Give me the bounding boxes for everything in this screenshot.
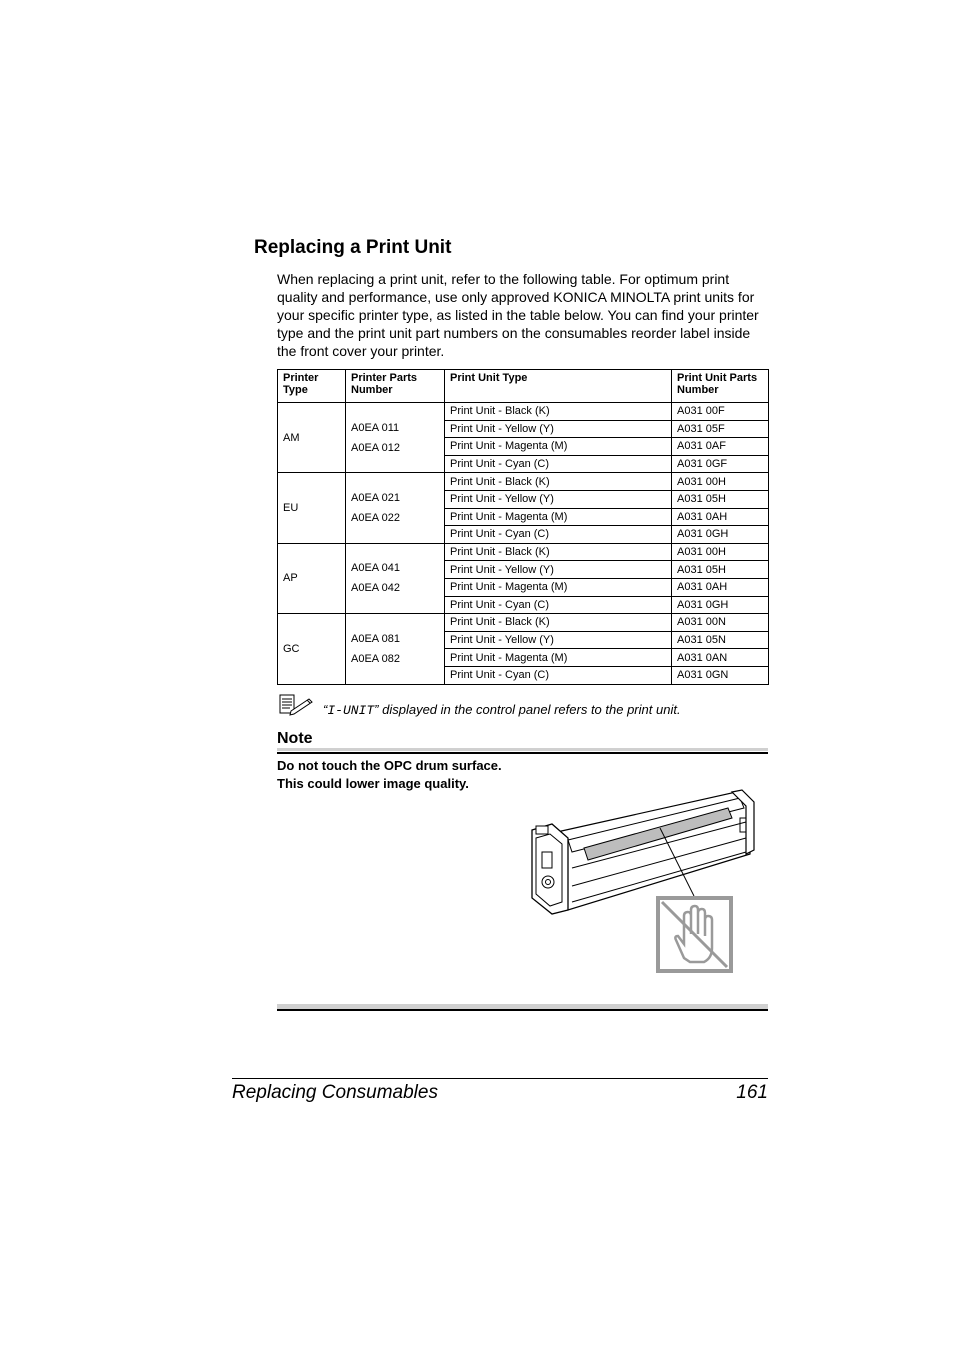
table-row [278, 473, 769, 491]
note-rule-gray [277, 748, 768, 751]
printer-part-number: A0EA 011 [351, 421, 400, 434]
print-unit-type-cell: Print Unit - Cyan (C) [445, 666, 672, 684]
hint-code: I-UNIT [327, 703, 375, 718]
print-unit-part-cell: A031 00N [672, 614, 769, 632]
print-unit-type-cell: Print Unit - Magenta (M) [445, 508, 672, 526]
table-row [278, 403, 769, 421]
printer-part-number: A0EA 082 [351, 652, 400, 665]
footer-section-title: Replacing Consumables [232, 1082, 438, 1103]
page-title: Replacing a Print Unit [254, 237, 452, 258]
print-unit-type-cell: Print Unit - Black (K) [445, 403, 672, 421]
table-row [278, 543, 769, 561]
hint-text [323, 702, 681, 718]
header-print-unit-type: Print Unit Type [445, 370, 672, 403]
hint-rest: ” displayed in the control panel refers to the print unit. [374, 702, 681, 717]
printer-type-cell: GC [278, 614, 346, 684]
print-unit-part-cell: A031 00H [672, 543, 769, 561]
print-unit-part-cell: A031 0GH [672, 596, 769, 614]
printer-part-number: A0EA 041 [351, 562, 400, 575]
print-unit-part-cell: A031 05N [672, 631, 769, 649]
print-unit-type-cell: Print Unit - Magenta (M) [445, 649, 672, 667]
table-header-row [278, 370, 769, 403]
printer-parts-cell [346, 473, 445, 543]
printer-part-number: A0EA 012 [351, 441, 400, 454]
header-print-unit-parts-number: Print Unit Parts Number [672, 370, 769, 403]
print-unit-part-cell: A031 00F [672, 403, 769, 421]
footer-rule [232, 1078, 768, 1079]
print-unit-type-cell: Print Unit - Black (K) [445, 473, 672, 491]
print-unit-part-cell: A031 0AH [672, 578, 769, 596]
print-unit-type-cell: Print Unit - Magenta (M) [445, 438, 672, 456]
header-printer-parts-number: Printer Parts Number [346, 370, 445, 403]
printer-parts-cell [346, 543, 445, 613]
printer-part-number: A0EA 022 [351, 512, 400, 525]
printer-parts-cell [346, 614, 445, 684]
print-unit-type-cell: Print Unit - Magenta (M) [445, 578, 672, 596]
print-unit-type-cell: Print Unit - Black (K) [445, 543, 672, 561]
print-unit-part-cell: A031 05F [672, 420, 769, 438]
print-unit-part-cell: A031 05H [672, 561, 769, 579]
print-unit-type-cell: Print Unit - Cyan (C) [445, 526, 672, 544]
intro-paragraph: When replacing a print unit, refer to the following table. For optimum print quality and performance, use only approved KONICA MINOLTA print units for your specific printer type, as listed in the table below. You can find your printer type and the print unit part numbers on the consumables reorder label inside the front cover your printer. [277, 271, 759, 359]
print-unit-part-cell: A031 0AN [672, 649, 769, 667]
print-unit-part-cell: A031 0GF [672, 455, 769, 473]
print-unit-type-cell: Print Unit - Yellow (Y) [445, 420, 672, 438]
print-unit-type-cell: Print Unit - Yellow (Y) [445, 490, 672, 508]
note-text: Do not touch the OPC drum surface. This could lower image quality. [277, 758, 502, 791]
printer-part-number: A0EA 081 [351, 632, 400, 645]
print-unit-type-cell: Print Unit - Cyan (C) [445, 596, 672, 614]
table-row [278, 614, 769, 632]
printer-type-cell: EU [278, 473, 346, 543]
note-heading: Note [277, 730, 313, 747]
note-end-rule-black [277, 1009, 768, 1011]
printer-part-number: A0EA 021 [351, 492, 400, 505]
print-unit-part-cell: A031 0GN [672, 666, 769, 684]
printer-part-number: A0EA 042 [351, 582, 400, 595]
printer-parts-cell [346, 403, 445, 473]
note-pencil-icon [279, 694, 315, 721]
print-unit-part-cell: A031 0AF [672, 438, 769, 456]
print-unit-type-cell: Print Unit - Yellow (Y) [445, 561, 672, 579]
print-unit-part-cell: A031 0AH [672, 508, 769, 526]
print-unit-part-cell: A031 05H [672, 490, 769, 508]
print-unit-table [277, 369, 769, 685]
no-touch-hand-icon [656, 896, 733, 978]
printer-type-cell: AM [278, 403, 346, 473]
print-unit-type-cell: Print Unit - Black (K) [445, 614, 672, 632]
print-unit-part-cell: A031 00H [672, 473, 769, 491]
hint-line [279, 694, 769, 718]
note-rule-black [277, 752, 768, 754]
hint-quote-open: “ [323, 702, 328, 717]
print-unit-part-cell: A031 0GH [672, 526, 769, 544]
print-unit-type-cell: Print Unit - Cyan (C) [445, 455, 672, 473]
printer-type-cell: AP [278, 543, 346, 613]
print-unit-type-cell: Print Unit - Yellow (Y) [445, 631, 672, 649]
page-number: 161 [736, 1082, 768, 1103]
header-printer-type: Printer Type [278, 370, 346, 403]
